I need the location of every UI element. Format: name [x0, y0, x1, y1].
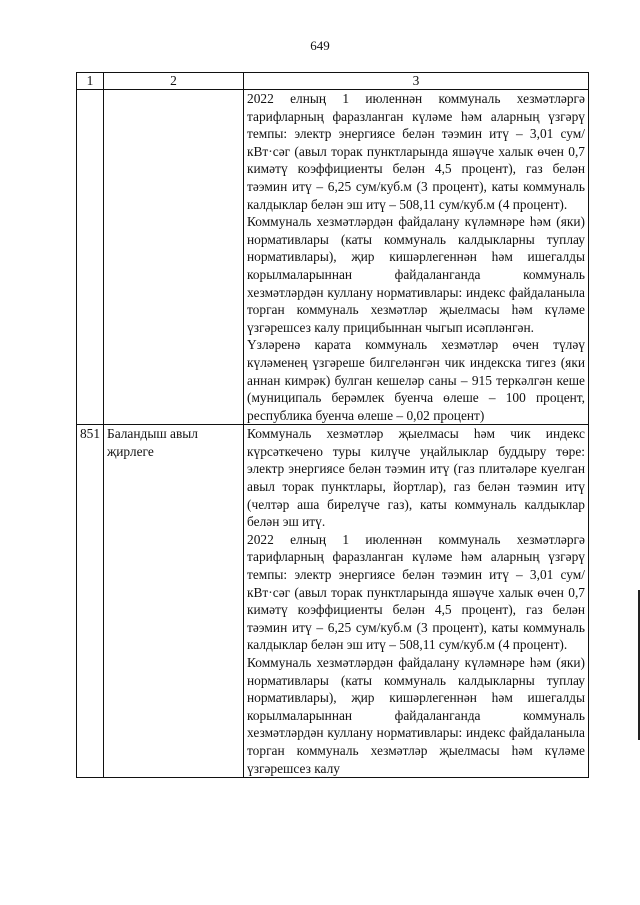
table-row	[77, 425, 589, 778]
row-number	[77, 90, 104, 425]
settlement-name	[104, 90, 244, 425]
tariff-paragraph: 2022 елның 1 июленнән коммуналь хезмәтләргә тарифларның фаразланган күләме һәм аларның үзгәрү темпы: электр энергиясе белән тәэмин итү – 3,01 сум/кВт·сәг (авыл торак пунктларында яшәүче халык өчен 0,7 кимәтү коэффициенты белән 4,5 процент), газ белән тәэмин итү – 6,25 сум/куб.м (3 процент), каты коммуналь калдыклар белән эш итү – 508,11 сум/куб.м (4 процент).	[247, 531, 585, 653]
row-number: 851	[77, 425, 104, 778]
description-cell	[244, 90, 589, 425]
settlement-name: Баландыш авыл җирлеге	[104, 425, 244, 778]
services-paragraph: Коммуналь хезмәтләр җыелмасы һәм чик индекс күрсәткечено туры килүче уңайлыклар буддыру төре: электр энергиясе белән тәэмин итү (газ плитәләре куелган авыл торак пунктлары, йортлар), газ белән тәэмин итү (челтәр аша бирелүче газ), каты коммуналь калдыклар белән эш итү.	[247, 426, 585, 530]
column-header-2: 2	[104, 73, 244, 90]
column-header-3: 3	[244, 73, 589, 90]
page-number: 649	[310, 38, 330, 53]
table-header-row	[77, 73, 589, 90]
tariff-paragraph: 2022 елның 1 июленнән коммуналь хезмәтләргә тарифларның фаразланган күләме һәм аларның үзгәрү темпы: электр энергиясе белән тәэмин итү – 3,01 сум/кВт·сәг (авыл торак пунктларында яшәүче халык өчен 0,7 кимәтү коэффициенты белән 4,5 процент), газ белән тәэмин итү – 6,25 сум/куб.м (3 процент), каты коммуналь калдыклар белән эш итү – 508,11 сум/куб.м (4 процент).	[247, 91, 585, 212]
norms-paragraph: Коммуналь хезмәтләрдән файдалану күләмнәре һәм (яки) нормативлары (каты коммуналь калдыкларны туплау нормативлары), җир кишәрлегеннән һәм ишегалды корылмаларыннан файдаланганда коммуналь хезмәтләрдән куллану нормативлары: индекс файдаланыла торган коммуналь хезмәтләр җыелмасы һәм күләме үзгәрешсез калу прицибыннан чыгып исәпләнгән.	[247, 214, 585, 335]
norms-paragraph: Коммуналь хезмәтләрдән файдалану күләмнәре һәм (яки) нормативлары (каты коммуналь калдыкларны туплау нормативлары), җир кишәрлегеннән һәм ишегалды корылмаларыннан файдаланганда коммуналь хезмәтләрдән куллану нормативлары: индекс файдаланыла торган коммуналь хезмәтләр җыелмасы һәм күләме үзгәрешсез калу	[247, 655, 585, 776]
document-table	[76, 72, 589, 778]
description-cell	[244, 425, 589, 778]
column-header-1: 1	[77, 73, 104, 90]
table-row	[77, 90, 589, 425]
population-paragraph: Үзләренә карата коммуналь хезмәтләр өчен түләү күләменең үзгәреше билгеләнгән чик индекска тигез (яки аннан кимрәк) булган кешеләр саны – 915 теркәлгән кеше (муниципаль берәмлек буенча өлеше – 100 процент, республика буенча өлеше – 0,02 процент)	[247, 337, 585, 423]
